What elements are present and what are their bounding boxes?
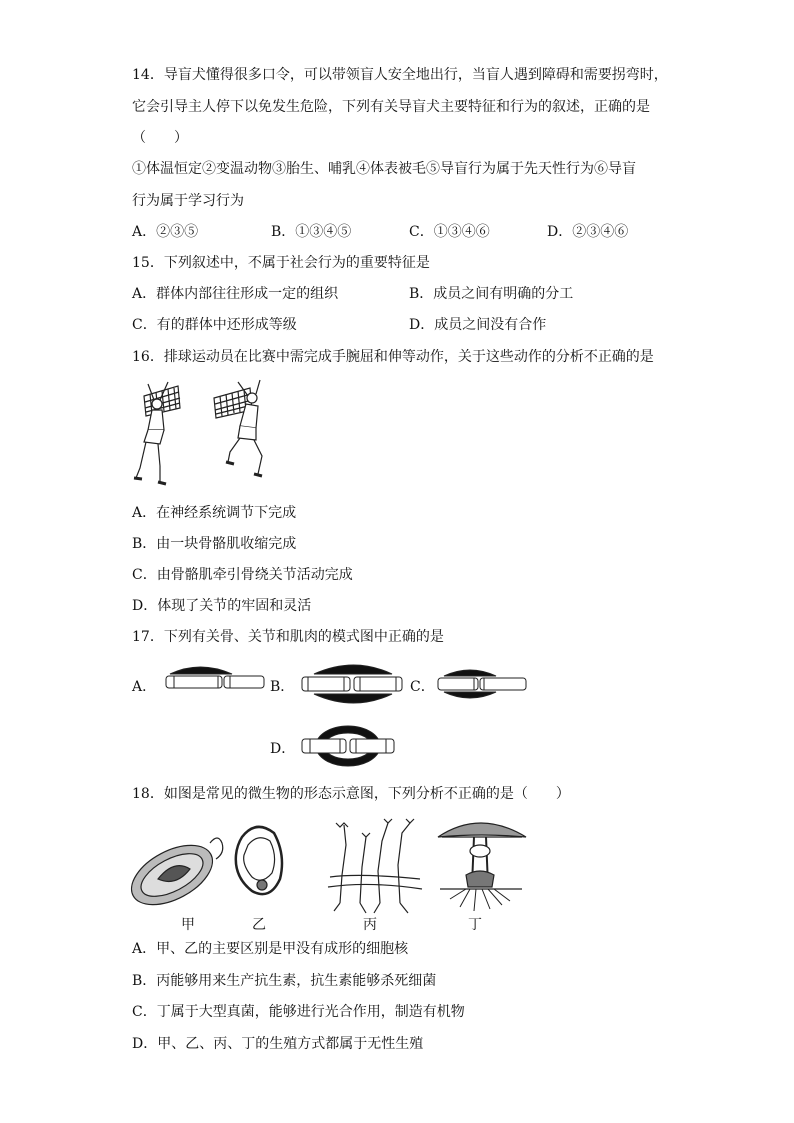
q17-label-c: C． <box>410 679 435 695</box>
q14-statements-line-2: 行为属于学习行为 <box>132 193 244 209</box>
q18-option-c: C．丁属于大型真菌，能够进行光合作用，制造有机物 <box>132 1004 465 1020</box>
q15-option-c: C．有的群体中还形成等级 <box>132 317 297 333</box>
bacterium-jia <box>130 833 223 915</box>
q15-stem: 15．下列叙述中，不属于社会行为的重要特征是 <box>132 255 430 271</box>
mushroom-ding <box>438 823 526 911</box>
q17-diagram-c <box>434 662 530 706</box>
microorganisms-figure <box>130 815 530 915</box>
q17-diagram-b <box>296 660 406 710</box>
q17-label-a: A． <box>132 679 157 695</box>
label-yi: 乙 <box>252 917 266 933</box>
q14-option-b: B．①③④⑤ <box>271 224 352 240</box>
q18-option-d: D．甲、乙、丙、丁的生殖方式都属于无性生殖 <box>132 1036 424 1052</box>
q16-stem: 16．排球运动员在比赛中需完成手腕屈和伸等动作，关于这些动作的分析不正确的是 <box>132 349 654 365</box>
q16-option-b: B．由一块骨骼肌收缩完成 <box>132 536 297 552</box>
q14-option-d: D．②③④⑥ <box>547 224 629 240</box>
q16-option-c: C．由骨骼肌牵引骨绕关节活动完成 <box>132 567 353 583</box>
q15-option-a: A．群体内部往往形成一定的组织 <box>132 286 339 302</box>
q16-option-d: D．体现了关节的牢固和灵活 <box>132 598 312 614</box>
q17-diagram-a <box>160 662 270 706</box>
q17-diagram-d <box>298 722 398 770</box>
label-ding: 丁 <box>468 917 482 933</box>
label-jia: 甲 <box>181 917 195 933</box>
label-bing: 丙 <box>363 917 377 933</box>
yeast-yi <box>236 827 282 894</box>
q18-stem: 18．如图是常见的微生物的形态示意图，下列分析不正确的是（ ） <box>132 786 570 802</box>
q14-option-a: A．②③⑤ <box>132 224 199 240</box>
mold-bing <box>328 819 422 913</box>
q15-option-b: B．成员之间有明确的分工 <box>409 286 574 302</box>
q18-option-b: B．丙能够用来生产抗生素，抗生素能够杀死细菌 <box>132 973 437 989</box>
q18-option-a: A．甲、乙的主要区别是甲没有成形的细胞核 <box>132 941 409 957</box>
q17-label-d: D． <box>270 741 296 757</box>
q15-option-d: D．成员之间没有合作 <box>409 317 547 333</box>
q14-statements-line-1: ①体温恒定②变温动物③胎生、哺乳④体表被毛⑤导盲行为属于先天性行为⑥导盲 <box>132 161 636 177</box>
q14-answer-bracket: （ ） <box>132 130 188 146</box>
q17-stem: 17．下列有关骨、关节和肌肉的模式图中正确的是 <box>132 629 444 645</box>
q16-option-a: A．在神经系统调节下完成 <box>132 505 297 521</box>
q14-stem-line-2: 它会引导主人停下以免发生危险，下列有关导盲犬主要特征和行为的叙述，正确的是 <box>132 99 650 115</box>
q14-option-c: C．①③④⑥ <box>409 224 490 240</box>
q14-stem-line-1: 14．导盲犬懂得很多口令，可以带领盲人安全地出行，当盲人遇到障碍和需要拐弯时， <box>132 67 668 83</box>
volleyball-players-figure <box>130 378 300 493</box>
q17-label-b: B． <box>270 679 295 695</box>
